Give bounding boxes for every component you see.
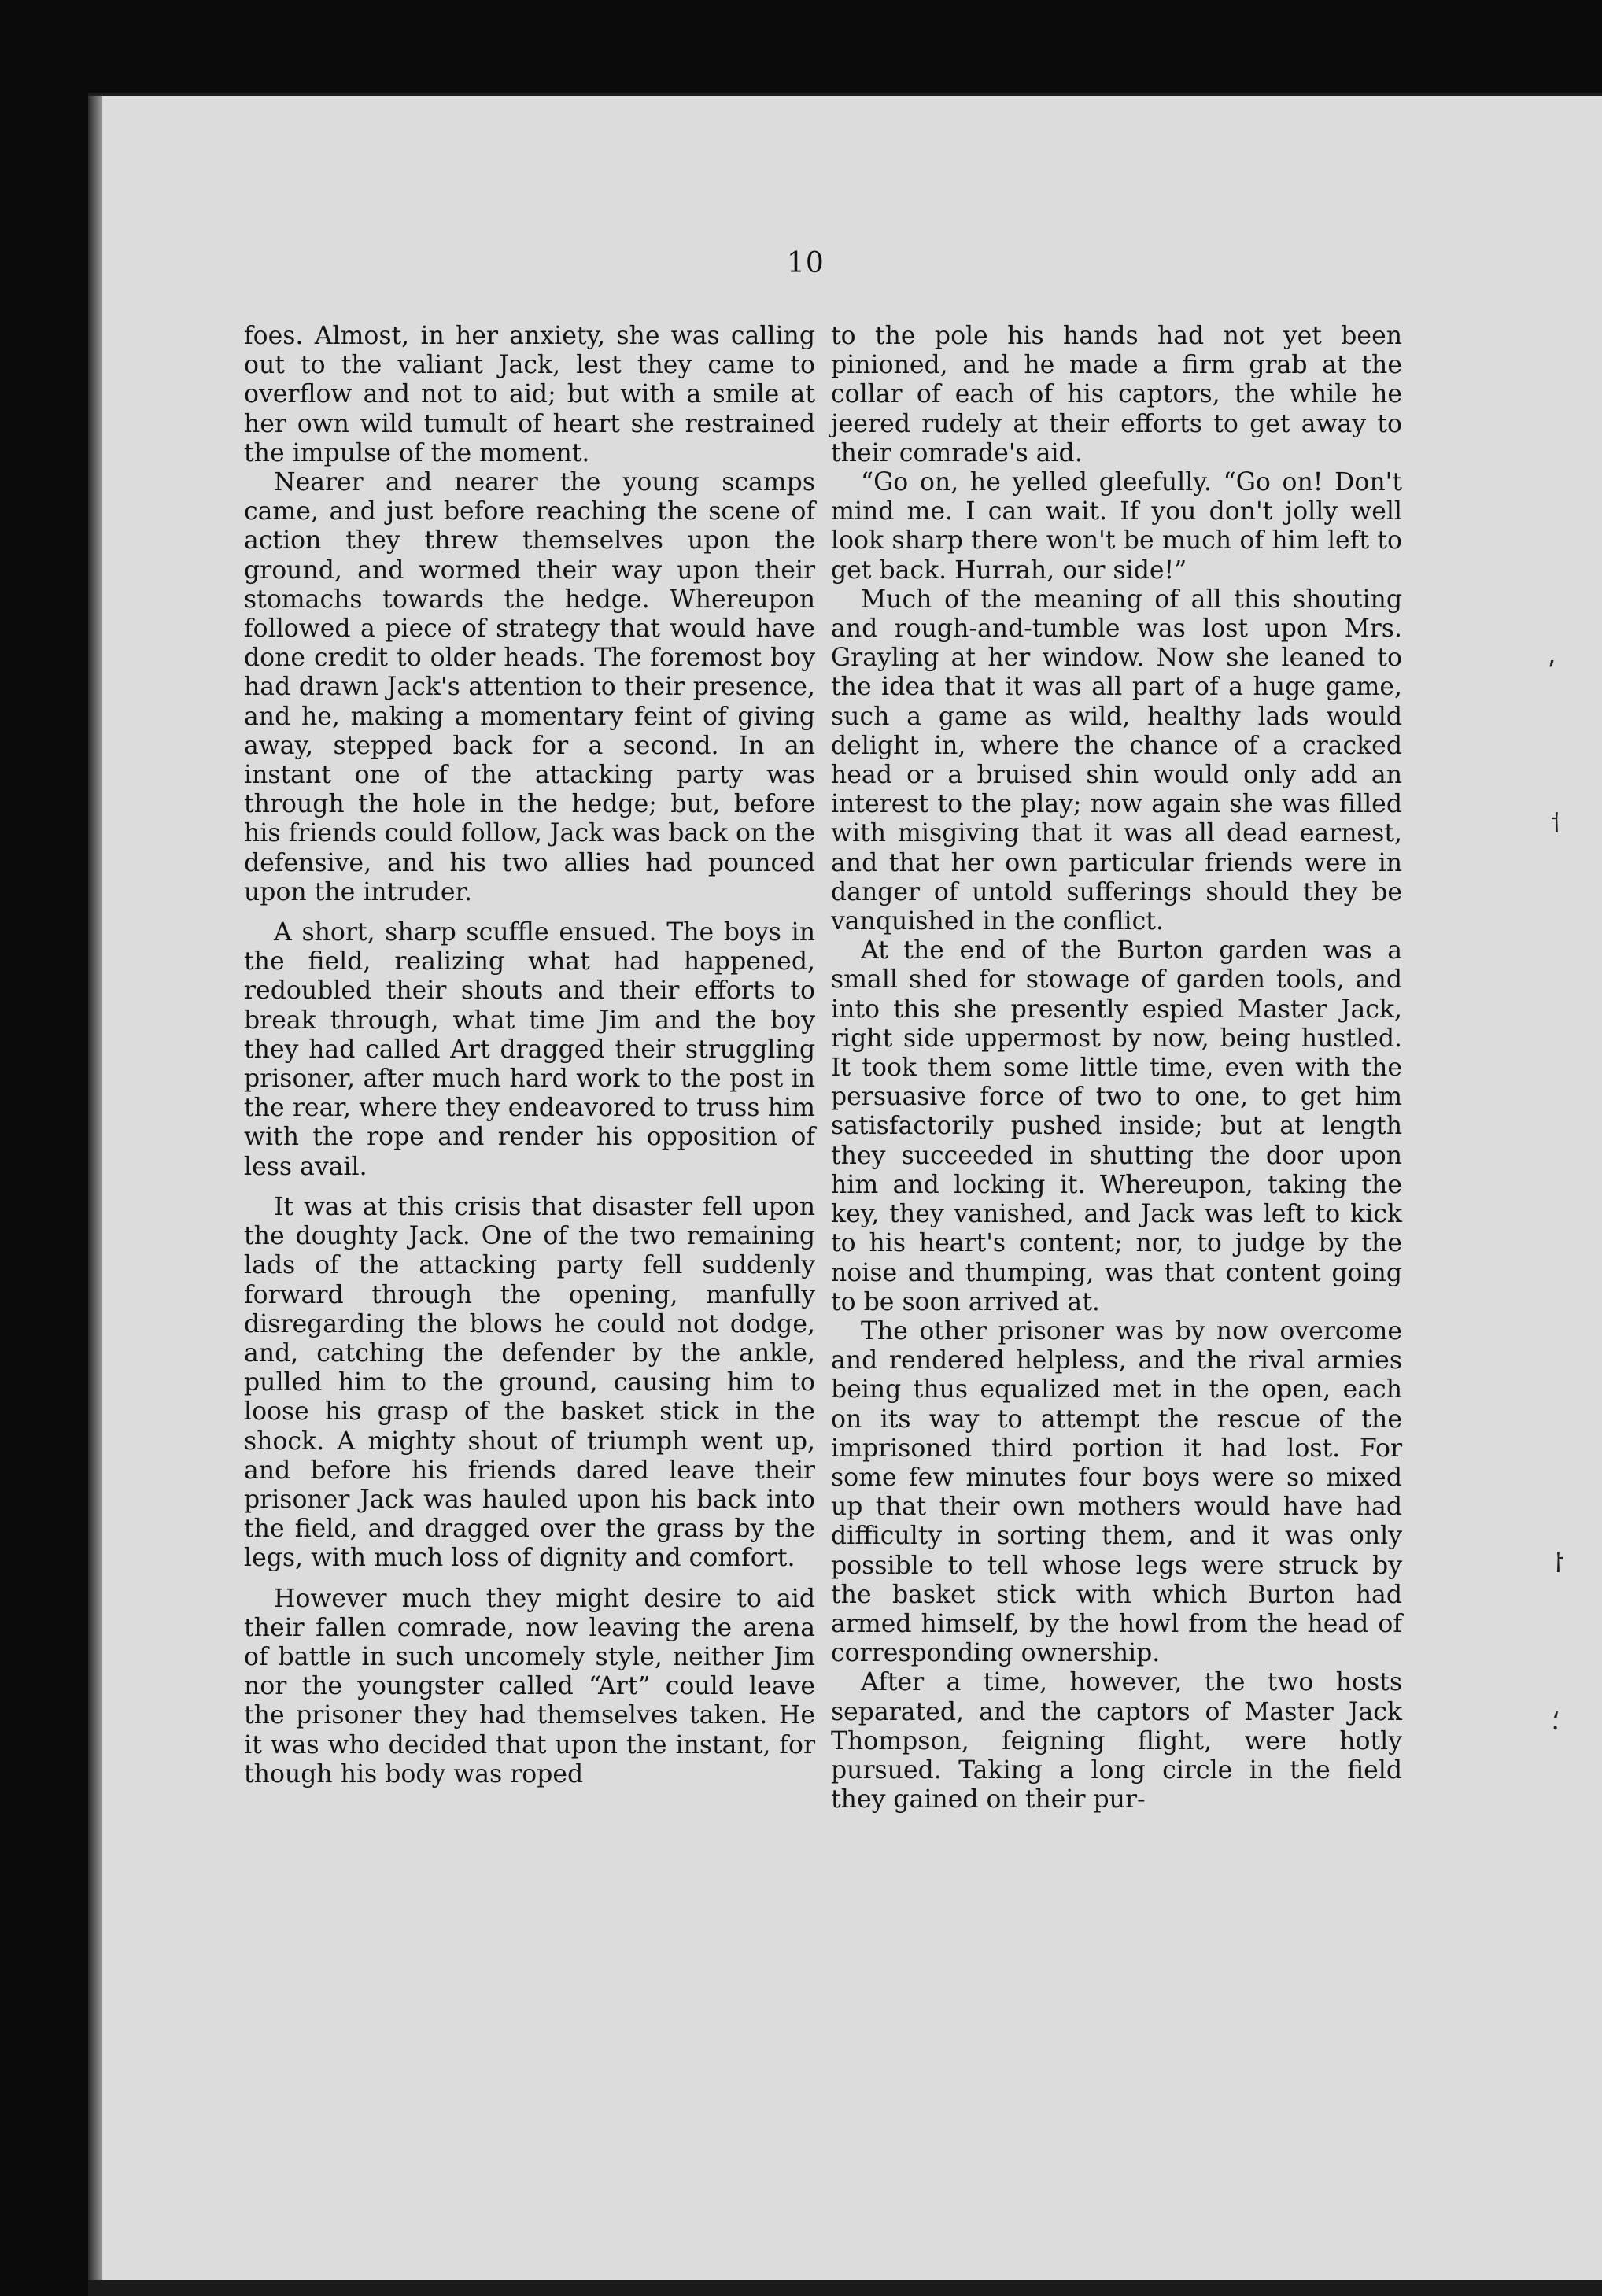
paragraph: foes. Almost, in her anxiety, she was calling out to the valiant Jack, lest they came to overflow and not to aid; but with a smile at her own wild tumult of heart she restrained the impulse of the moment. bbox=[244, 322, 815, 467]
margin-smudge-icon: ⸶ bbox=[1550, 808, 1562, 840]
paragraph: However much they might desire to aid their fallen comrade, now leaving the arena of battle in such uncomely style, neither Jim nor the youngster called “Art” could leave the prisoner they had themselves taken. He it was who decided that upon the instant, for though his body was roped bbox=[244, 1584, 815, 1788]
left-text-column bbox=[244, 322, 815, 1789]
paragraph: A short, sharp scuffle ensued. The boys in the field, realizing what had happened, redoubled their shouts and their efforts to break through, what time Jim and the boy they had called Art dragged their struggling prisoner, after much hard work to the post in the rear, where they endeavored to truss him with the rope and render his opposition of less avail. bbox=[244, 918, 815, 1181]
margin-smudge-icon: ⸴ bbox=[1548, 643, 1556, 674]
margin-smudge-icon: ⸵ bbox=[1552, 1705, 1560, 1737]
scan-bottom-edge bbox=[88, 2280, 1602, 2296]
paragraph: The other prisoner was by now overcome and rendered helpless, and the rival armies being thus equalized met in the open, each on its way to attempt the rescue of the imprisoned third portion it had lost. For some few minutes four boys were so mixed up that their own mothers would have had difficulty in sorting them, and it was only possible to tell whose legs were struck by the basket stick with which Burton had armed himself, by the howl from the head of corresponding ownership. bbox=[831, 1316, 1402, 1668]
paragraph: After a time, however, the two hosts separated, and the captors of Master Jack Thompson, feigning flight, were hotly pursued. Taking a long circle in the field they gained on their pur- bbox=[831, 1668, 1402, 1814]
paragraph: It was at this crisis that disaster fell upon the doughty Jack. One of the two remaining lads of the attacking party fell suddenly forward through the opening, manfully disregarding the blows he could not dodge, and, catching the defender by the ankle, pulled him to the ground, causing him to loose his grasp of the basket stick in the shock. A mighty shout of triumph went up, and before his friends dared leave their prisoner Jack was hauled upon his back into the field, and dragged over the grass by the legs, with much loss of dignity and comfort. bbox=[244, 1192, 815, 1573]
paragraph: Much of the meaning of all this shouting and rough-and-tumble was lost upon Mrs. Grayling at her window. Now she leaned to the idea that it was all part of a huge game, such a game as wild, healthy lads would delight in, where the chance of a cracked head or a bruised shin would only add an interest to the play; now again she was filled with misgiving that it was all dead earnest, and that her own particular friends were in danger of untold sufferings should they be vanquished in the conflict. bbox=[831, 585, 1402, 936]
page-number: 10 bbox=[787, 247, 825, 279]
paragraph: “Go on, he yelled gleefully. “Go on! Don't mind me. I can wait. If you don't jolly well look sharp there won't be much of him left to get back. Hurrah, our side!” bbox=[831, 468, 1402, 585]
paragraph: Nearer and nearer the young scamps came, and just before reaching the scene of action they threw themselves upon the ground, and wormed their way upon their stomachs towards the hedge. Whereupon followed a piece of strategy that would have done credit to older heads. The foremost boy had drawn Jack's attention to their presence, and he, making a momentary feint of giving away, stepped back for a second. In an instant one of the attacking party was through the hole in the hedge; but, before his friends could follow, Jack was back on the defensive, and his two allies had pounced upon the intruder. bbox=[244, 468, 815, 906]
paragraph: to the pole his hands had not yet been pinioned, and he made a firm grab at the collar of each of his captors, the while he jeered rudely at their efforts to get away to their comrade's aid. bbox=[831, 322, 1402, 467]
margin-smudge-icon: ⸷ bbox=[1553, 1548, 1565, 1579]
paragraph: At the end of the Burton garden was a small shed for stowage of garden tools, and into this she presently espied Master Jack, right side uppermost by now, being hustled. It took them some little time, even with the persuasive force of two to one, to get him satisfactorily pushed inside; but at length they succeeded in shutting the door upon him and locking it. Whereupon, taking the key, they vanished, and Jack was left to kick to his heart's content; nor, to judge by the noise and thumping, was that content going to be soon arrived at. bbox=[831, 936, 1402, 1316]
right-text-column bbox=[831, 322, 1402, 1814]
document-page bbox=[88, 93, 1602, 2283]
